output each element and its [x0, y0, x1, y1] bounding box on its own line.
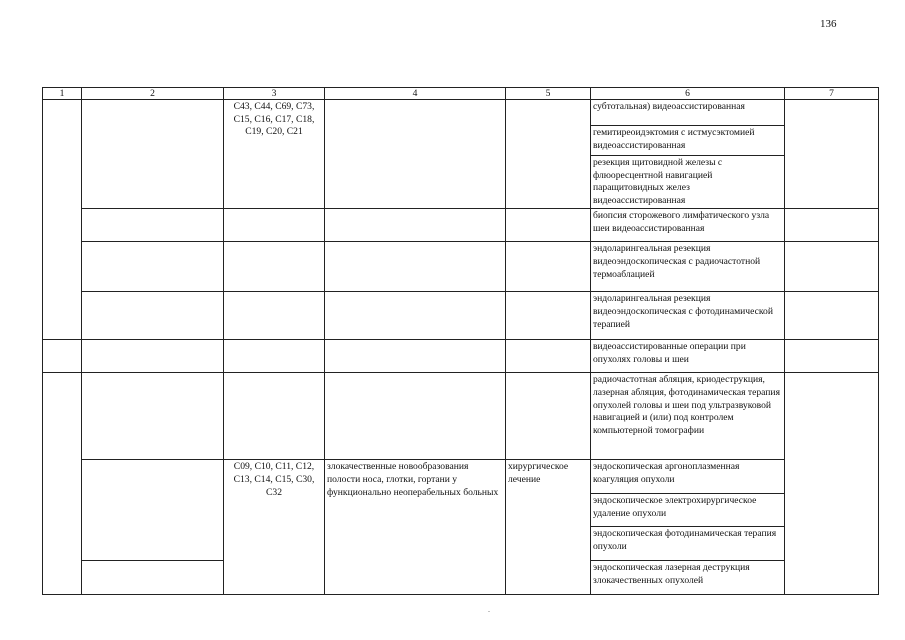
cell-number: [43, 100, 82, 340]
cell-treatment: эндоскопическая аргоноплазменная коагуляция опухоли: [591, 460, 785, 494]
column-header-6: 6: [591, 88, 785, 100]
column-header-1: 1: [43, 88, 82, 100]
cell-model: злокачественные новообразования полости носа, глотки, гортани у функционально неоперабельных больных: [325, 460, 506, 595]
cell-model: [325, 209, 506, 242]
cell-treatment: эндоскопическая лазерная деструкция злокачественных опухолей: [591, 561, 785, 595]
cell-extra: [785, 292, 879, 340]
cell-model: [325, 373, 506, 460]
cell-profile: [82, 561, 224, 595]
cell-profile: [82, 100, 224, 209]
column-header-4: 4: [325, 88, 506, 100]
cell-codes: C09, C10, C11, C12, C13, C14, C15, C30, C32: [224, 460, 325, 595]
cell-profile: [82, 209, 224, 242]
cell-extra: [785, 242, 879, 292]
cell-profile: [82, 242, 224, 292]
cell-codes: [224, 209, 325, 242]
cell-extra: [785, 340, 879, 373]
cell-number: [43, 373, 82, 595]
cell-method-type: [506, 209, 591, 242]
page-mark: .: [488, 605, 490, 614]
cell-method-type: хирургическое лечение: [506, 460, 591, 595]
table-row: [43, 209, 879, 242]
cell-profile: [82, 460, 224, 561]
cell-treatment: гемитиреоидэктомия с истмусэктомией видеоассистированная: [591, 126, 785, 156]
cell-treatment: биопсия сторожевого лимфатического узла шеи видеоассистированная: [591, 209, 785, 242]
page-number: 136: [820, 18, 837, 30]
cell-profile: [82, 340, 224, 373]
cell-codes: [224, 340, 325, 373]
column-header-7: 7: [785, 88, 879, 100]
cell-treatment: эндоларингеальная резекция видеоэндоскопическая с радиочастотной термоаблацией: [591, 242, 785, 292]
medical-care-table: [42, 87, 879, 595]
cell-model: [325, 292, 506, 340]
cell-treatment: эндоларингеальная резекция видеоэндоскопическая с фотодинамической терапией: [591, 292, 785, 340]
cell-method-type: [506, 340, 591, 373]
cell-profile: [82, 292, 224, 340]
table-row: [43, 100, 879, 126]
column-header-3: 3: [224, 88, 325, 100]
cell-codes: [224, 292, 325, 340]
table-row: [43, 340, 879, 373]
cell-treatment: радиочастотная абляция, криодеструкция, лазерная абляция, фотодинамическая терапия опухолей головы и шеи под ультразвуковой навигацией и (или) под контролем компьютерной томографии: [591, 373, 785, 460]
table-row: [43, 242, 879, 292]
cell-model: [325, 340, 506, 373]
cell-extra: [785, 100, 879, 209]
cell-extra: [785, 373, 879, 595]
cell-treatment: эндоскопическая фотодинамическая терапия опухоли: [591, 527, 785, 561]
cell-number: [43, 340, 82, 373]
cell-codes: [224, 373, 325, 460]
cell-treatment: субтотальная) видеоассистированная: [591, 100, 785, 126]
cell-codes: [224, 242, 325, 292]
cell-method-type: [506, 100, 591, 209]
cell-method-type: [506, 292, 591, 340]
cell-profile: [82, 373, 224, 460]
cell-treatment: эндоскопическое электрохирургическое удаление опухоли: [591, 494, 785, 527]
cell-model: [325, 242, 506, 292]
column-header-5: 5: [506, 88, 591, 100]
header-row: [43, 88, 879, 100]
cell-codes: C43, C44, C69, C73, C15, C16, C17, C18, C19, C20, C21: [224, 100, 325, 209]
cell-treatment: видеоассистированные операции при опухолях головы и шеи: [591, 340, 785, 373]
cell-extra: [785, 209, 879, 242]
cell-method-type: [506, 373, 591, 460]
column-header-2: 2: [82, 88, 224, 100]
cell-method-type: [506, 242, 591, 292]
table-row: [43, 373, 879, 460]
table-row: [43, 460, 879, 494]
table-row: [43, 292, 879, 340]
cell-treatment: резекция щитовидной железы с флюоресцентной навигацией паращитовидных желез видеоассистированная: [591, 156, 785, 209]
cell-model: [325, 100, 506, 209]
